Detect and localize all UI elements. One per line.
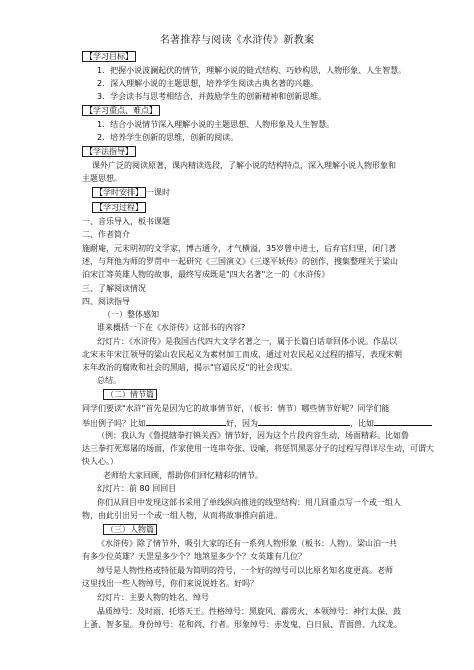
answer-text: 幻灯片：《水浒传》是我国古代四大文学名著之一，属于长篇白话章回体小说。作品以	[97, 337, 397, 346]
process-step: 一、音乐导入，板书课题	[82, 217, 170, 226]
blank-line	[374, 417, 432, 426]
answer-text: 北宋末年宋江领导的梁山农民起义为素材加工而成，通过对农民起义过程的描写，表现宋朝	[82, 350, 402, 359]
answer-text: 末年政治的腐败和社会的黑暗，揭示"官逼民反"的社会现实。	[82, 363, 298, 372]
subsection-heading: （三）人物篇	[103, 525, 157, 535]
subsection-heading: （二）情节篇	[103, 390, 157, 400]
process-step: 三、了解阅读情况	[82, 284, 146, 293]
teacher-text: 老师给大家回顾，帮助你们回忆精彩的情节。	[103, 471, 263, 480]
example-text: （例：我认为《鲁提辖拳打镇关西》情节好，因为这个片段内容生动，场面精彩。比如鲁	[97, 431, 409, 440]
section-heading-study-method: 【学法指导】	[82, 147, 136, 157]
plot-text: 同学们要读"水浒"首先是因为它的故事情节好，（板书：情节）哪些情节好呢？同学们能	[82, 404, 390, 413]
goal-item: 2．深入理解小说的主题思想，培养学生阅读古典名著的兴趣。	[97, 79, 319, 88]
section-heading-time: 【学时安排】 一课时	[92, 188, 170, 198]
nickname-text: 这里找出一些人物绰号，你们来说说姓名。好吗？	[82, 579, 258, 588]
blank-line	[258, 417, 350, 426]
process-step: 二、作者简介	[82, 230, 130, 239]
example-text: 快人心。）	[82, 457, 118, 466]
author-text: 述，与拜他为师的罗贯中一起研究《三国演义》《三遂平妖传》的创作，搜集整理关于梁山	[82, 257, 398, 266]
key-point-item: 2．培养学生创新的思维，创新的阅读。	[97, 133, 239, 142]
character-text: 有多少位英雄？天罡星多少个？地煞星多少个？女英雄有几位？	[82, 552, 306, 561]
analysis-text: 你们从回目中发现这部书采用了单线纵向推进的线型结构：用几回重点写一个或一组人	[97, 498, 401, 507]
goal-item: 1．把握小说波澜起伏的情节，理解小说的链式结构、巧妙构思，人物形象、人生智慧。	[97, 66, 407, 75]
nickname-text: 绰号是人物性格或特征最为简明的符号，一个好的绰号可以比原名知名度更高。老师	[97, 566, 393, 575]
study-method-text: 主题思想。	[82, 174, 122, 183]
section-heading-key-points: 【学习重点、难点】	[82, 106, 160, 116]
analysis-text: 物，由此引出另一个或一组人物，从而将故事推向前进。	[82, 511, 282, 520]
study-method-text: 课外广泛的阅读原著，课内精读选段，了解小说的结构特点，深入理解小说人物形象和	[92, 161, 396, 170]
document-title: 名著推荐与阅读《水浒传》新教案	[159, 35, 315, 46]
section-heading-goals: 【学习目标】	[82, 52, 136, 62]
summary-text: 总结。	[97, 376, 121, 385]
author-text: 施耐庵，元末明初的文学家，博古通今，才气横溢，35岁曾中进士，后弃官归里，闭门著	[82, 244, 397, 253]
nickname-list: 品质绰号：及时雨、托塔天王。性格绰号：黑旋风、霹雳火、本领绰号：神行太保、鼓	[97, 607, 401, 616]
slide-text: 幻灯片：主要人物的姓名、绰号	[97, 593, 209, 602]
nickname-list: 上蚤、智多星。身份绰号：花和尚、行者。形象绰号：赤发鬼、白日鼠、青面兽、九纹龙。	[82, 620, 402, 629]
subsection-heading: （一）整体感知	[103, 310, 159, 319]
author-text: 泊宋江等英雄人物的故事，最终写成既是"四大名著"之一的《水浒传》	[82, 270, 330, 279]
question-text: 谁来概括一下在《水浒传》这部书的内容?	[97, 323, 246, 332]
blank-line	[146, 417, 226, 426]
section-heading-process: 【学习过程】	[92, 203, 146, 213]
slide-text: 幻灯片：前 80 回回目	[97, 484, 177, 493]
process-step: 四、阅读指导	[82, 297, 130, 306]
goal-item: 3．学会读书与思考相结合，并鼓励学生的创新精神和创新思维。	[97, 92, 327, 101]
character-text: 《水浒传》除了情节外，吸引大家的还有一系列人物形象（板书：人物）。梁山泊一共	[97, 539, 397, 548]
plot-text-with-blanks: 举出例子吗？比如 好，因为 ，比如	[82, 417, 434, 429]
key-point-item: 1．结合小说情节深入理解小说的主题思想、人物形象及人生智慧。	[97, 120, 335, 129]
example-text: 达三拳打死郑屠的场面，作家使用一连串夸张、设喻，将惩罚黑恶分子的过程写得详尽生动，可谓大	[82, 444, 434, 453]
